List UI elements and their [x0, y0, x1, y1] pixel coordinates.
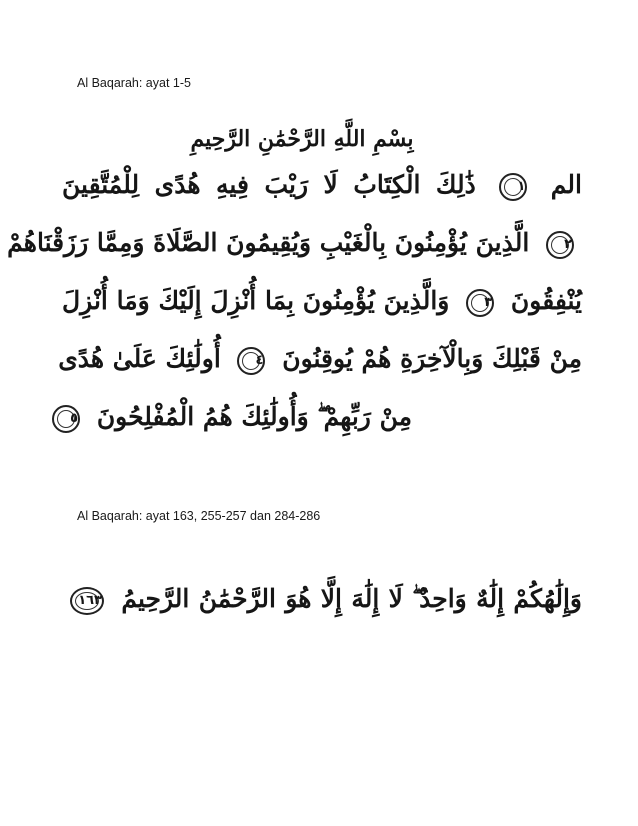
verse-text: ذَٰلِكَ الْكِتَابُ لَا رَيْبَ فِيهِ هُدًى لِلْمُتَّقِينَ — [62, 170, 476, 199]
caption-ayat-1-5: Al Baqarah: ayat 1-5 — [77, 76, 191, 90]
verse-line-5 — [62, 404, 412, 433]
verse-text: مِنْ رَبِّهِمْ ۖ وَأُولَٰئِكَ هُمُ الْمُفْلِحُونَ — [96, 402, 412, 431]
ayah-number-marker: ٢ — [546, 231, 574, 259]
verse-text: يُنْفِقُونَ — [510, 286, 582, 315]
ayah-number-marker: ١٦٣ — [70, 587, 104, 615]
verse-line-163 — [62, 586, 582, 615]
verse-text: وَالَّذِينَ يُؤْمِنُونَ بِمَا أُنْزِلَ إِلَيْكَ وَمَا أُنْزِلَ — [62, 286, 450, 315]
verse-text: الَّذِينَ يُؤْمِنُونَ بِالْغَيْبِ وَيُقِيمُونَ الصَّلَاةَ وَمِمَّا رَزَقْنَاهُمْ — [7, 228, 530, 257]
verse-image-ayat-163 — [62, 582, 582, 622]
ayah-number-marker: ٤ — [237, 347, 265, 375]
verse-text: الم — [550, 170, 582, 199]
verse-text: أُولَٰئِكَ عَلَىٰ هُدًى — [58, 344, 221, 373]
ayah-number-marker: ٣ — [466, 289, 494, 317]
verse-line-4 — [58, 344, 582, 375]
verse-text: مِنْ قَبْلِكَ وَبِالْآخِرَةِ هُمْ يُوقِنُونَ — [282, 344, 582, 373]
bismillah-line: بِسْمِ اللَّهِ الرَّحْمَٰنِ الرَّحِيمِ — [190, 126, 414, 152]
verse-text: وَإِلَٰهُكُمْ إِلَٰهٌ وَاحِدٌ ۖ لَا إِلَٰهَ إِلَّا هُوَ الرَّحْمَٰنُ الرَّحِيمُ — [121, 584, 582, 613]
verse-line-3 — [62, 288, 582, 317]
verse-line-1 — [62, 172, 582, 201]
ayah-number-marker: ٥ — [52, 405, 80, 433]
caption-ayat-163-255-257-284-286: Al Baqarah: ayat 163, 255-257 dan 284-286 — [77, 509, 321, 523]
verse-image-ayat-1-5 — [7, 120, 582, 450]
verse-line-2 — [7, 228, 582, 259]
ayah-number-marker: ١ — [499, 173, 527, 201]
